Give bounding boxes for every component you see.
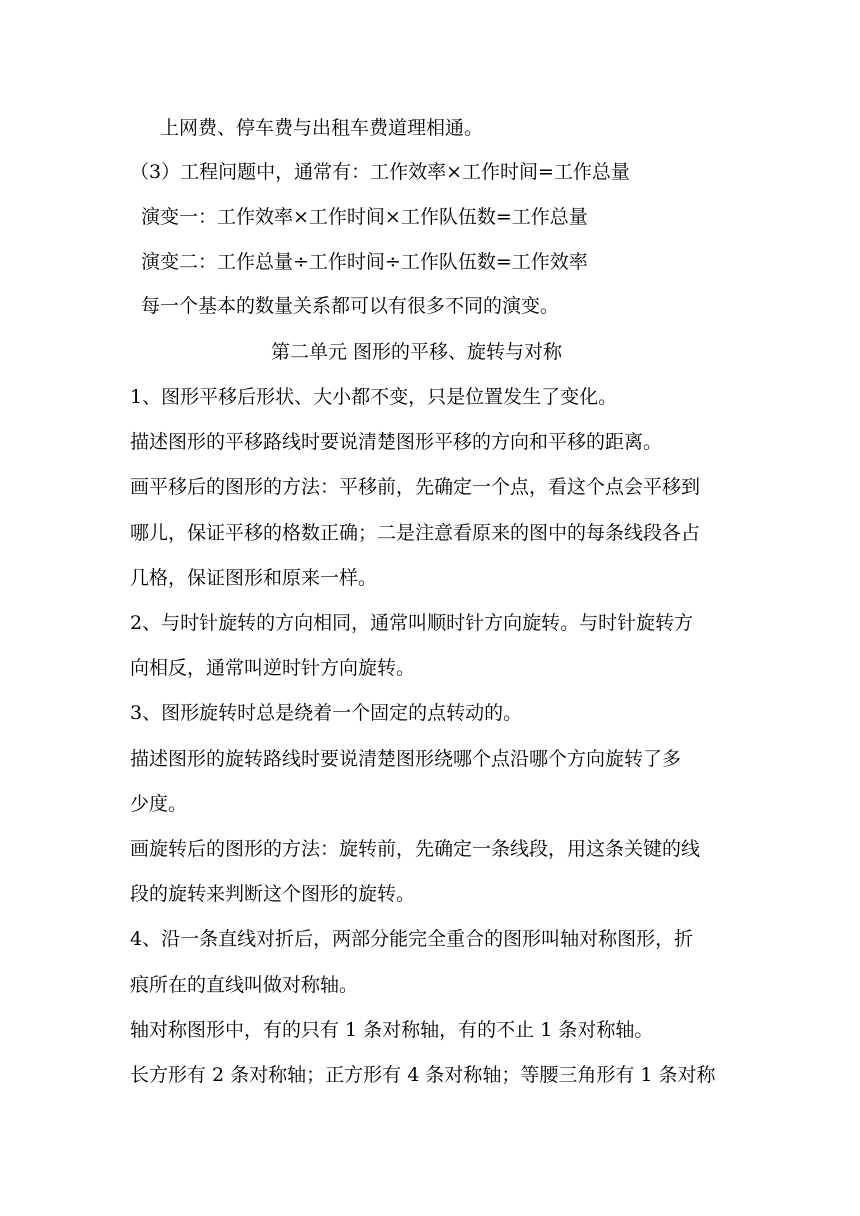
text-line: 向相反，通常叫逆时针方向旋转。 xyxy=(130,657,416,679)
text-line: 描述图形的平移路线时要说清楚图形平移的方向和平移的距离。 xyxy=(130,431,663,453)
text-line: 演变一：工作效率×工作时间×工作队伍数=工作总量 xyxy=(141,206,588,228)
text-line: 哪儿，保证平移的格数正确；二是注意看原来的图中的每条线段各占 xyxy=(130,522,701,544)
text-line: 描述图形的旋转路线时要说清楚图形绕哪个点沿哪个方向旋转了多 xyxy=(130,748,682,770)
text-line: 轴对称图形中，有的只有 1 条对称轴，有的不止 1 条对称轴。 xyxy=(130,1019,654,1041)
text-line: 几格，保证图形和原来一样。 xyxy=(130,567,378,589)
text-line: 画平移后的图形的方法：平移前，先确定一个点，看这个点会平移到 xyxy=(130,476,701,498)
text-line: 少度。 xyxy=(130,793,188,815)
text-line: 演变二：工作总量÷工作时间÷工作队伍数=工作效率 xyxy=(141,251,588,273)
text-line: 长方形有 2 条对称轴；正方形有 4 条对称轴；等腰三角形有 1 条对称 xyxy=(130,1064,716,1086)
text-line: 段的旋转来判断这个图形的旋转。 xyxy=(130,883,416,905)
section-heading: 第二单元 图形的平移、旋转与对称 xyxy=(271,341,563,363)
text-line: 每一个基本的数量关系都可以有很多不同的演变。 xyxy=(141,295,560,317)
text-line: 画旋转后的图形的方法：旋转前，先确定一条线段，用这条关键的线 xyxy=(130,838,701,860)
text-line: （3）工程问题中，通常有：工作效率×工作时间=工作总量 xyxy=(130,161,630,183)
text-line: 1、图形平移后形状、大小都不变，只是位置发生了变化。 xyxy=(130,386,618,408)
text-line: 痕所在的直线叫做对称轴。 xyxy=(130,974,359,996)
text-line: 4、沿一条直线对折后，两部分能完全重合的图形叫轴对称图形，折 xyxy=(130,928,694,950)
text-line: 上网费、停车费与出租车费道理相通。 xyxy=(160,117,484,139)
text-line: 2、与时针旋转的方向相同，通常叫顺时针方向旋转。与时针旋转方 xyxy=(130,612,694,634)
text-line: 3、图形旋转时总是绕着一个固定的点转动的。 xyxy=(130,702,523,724)
